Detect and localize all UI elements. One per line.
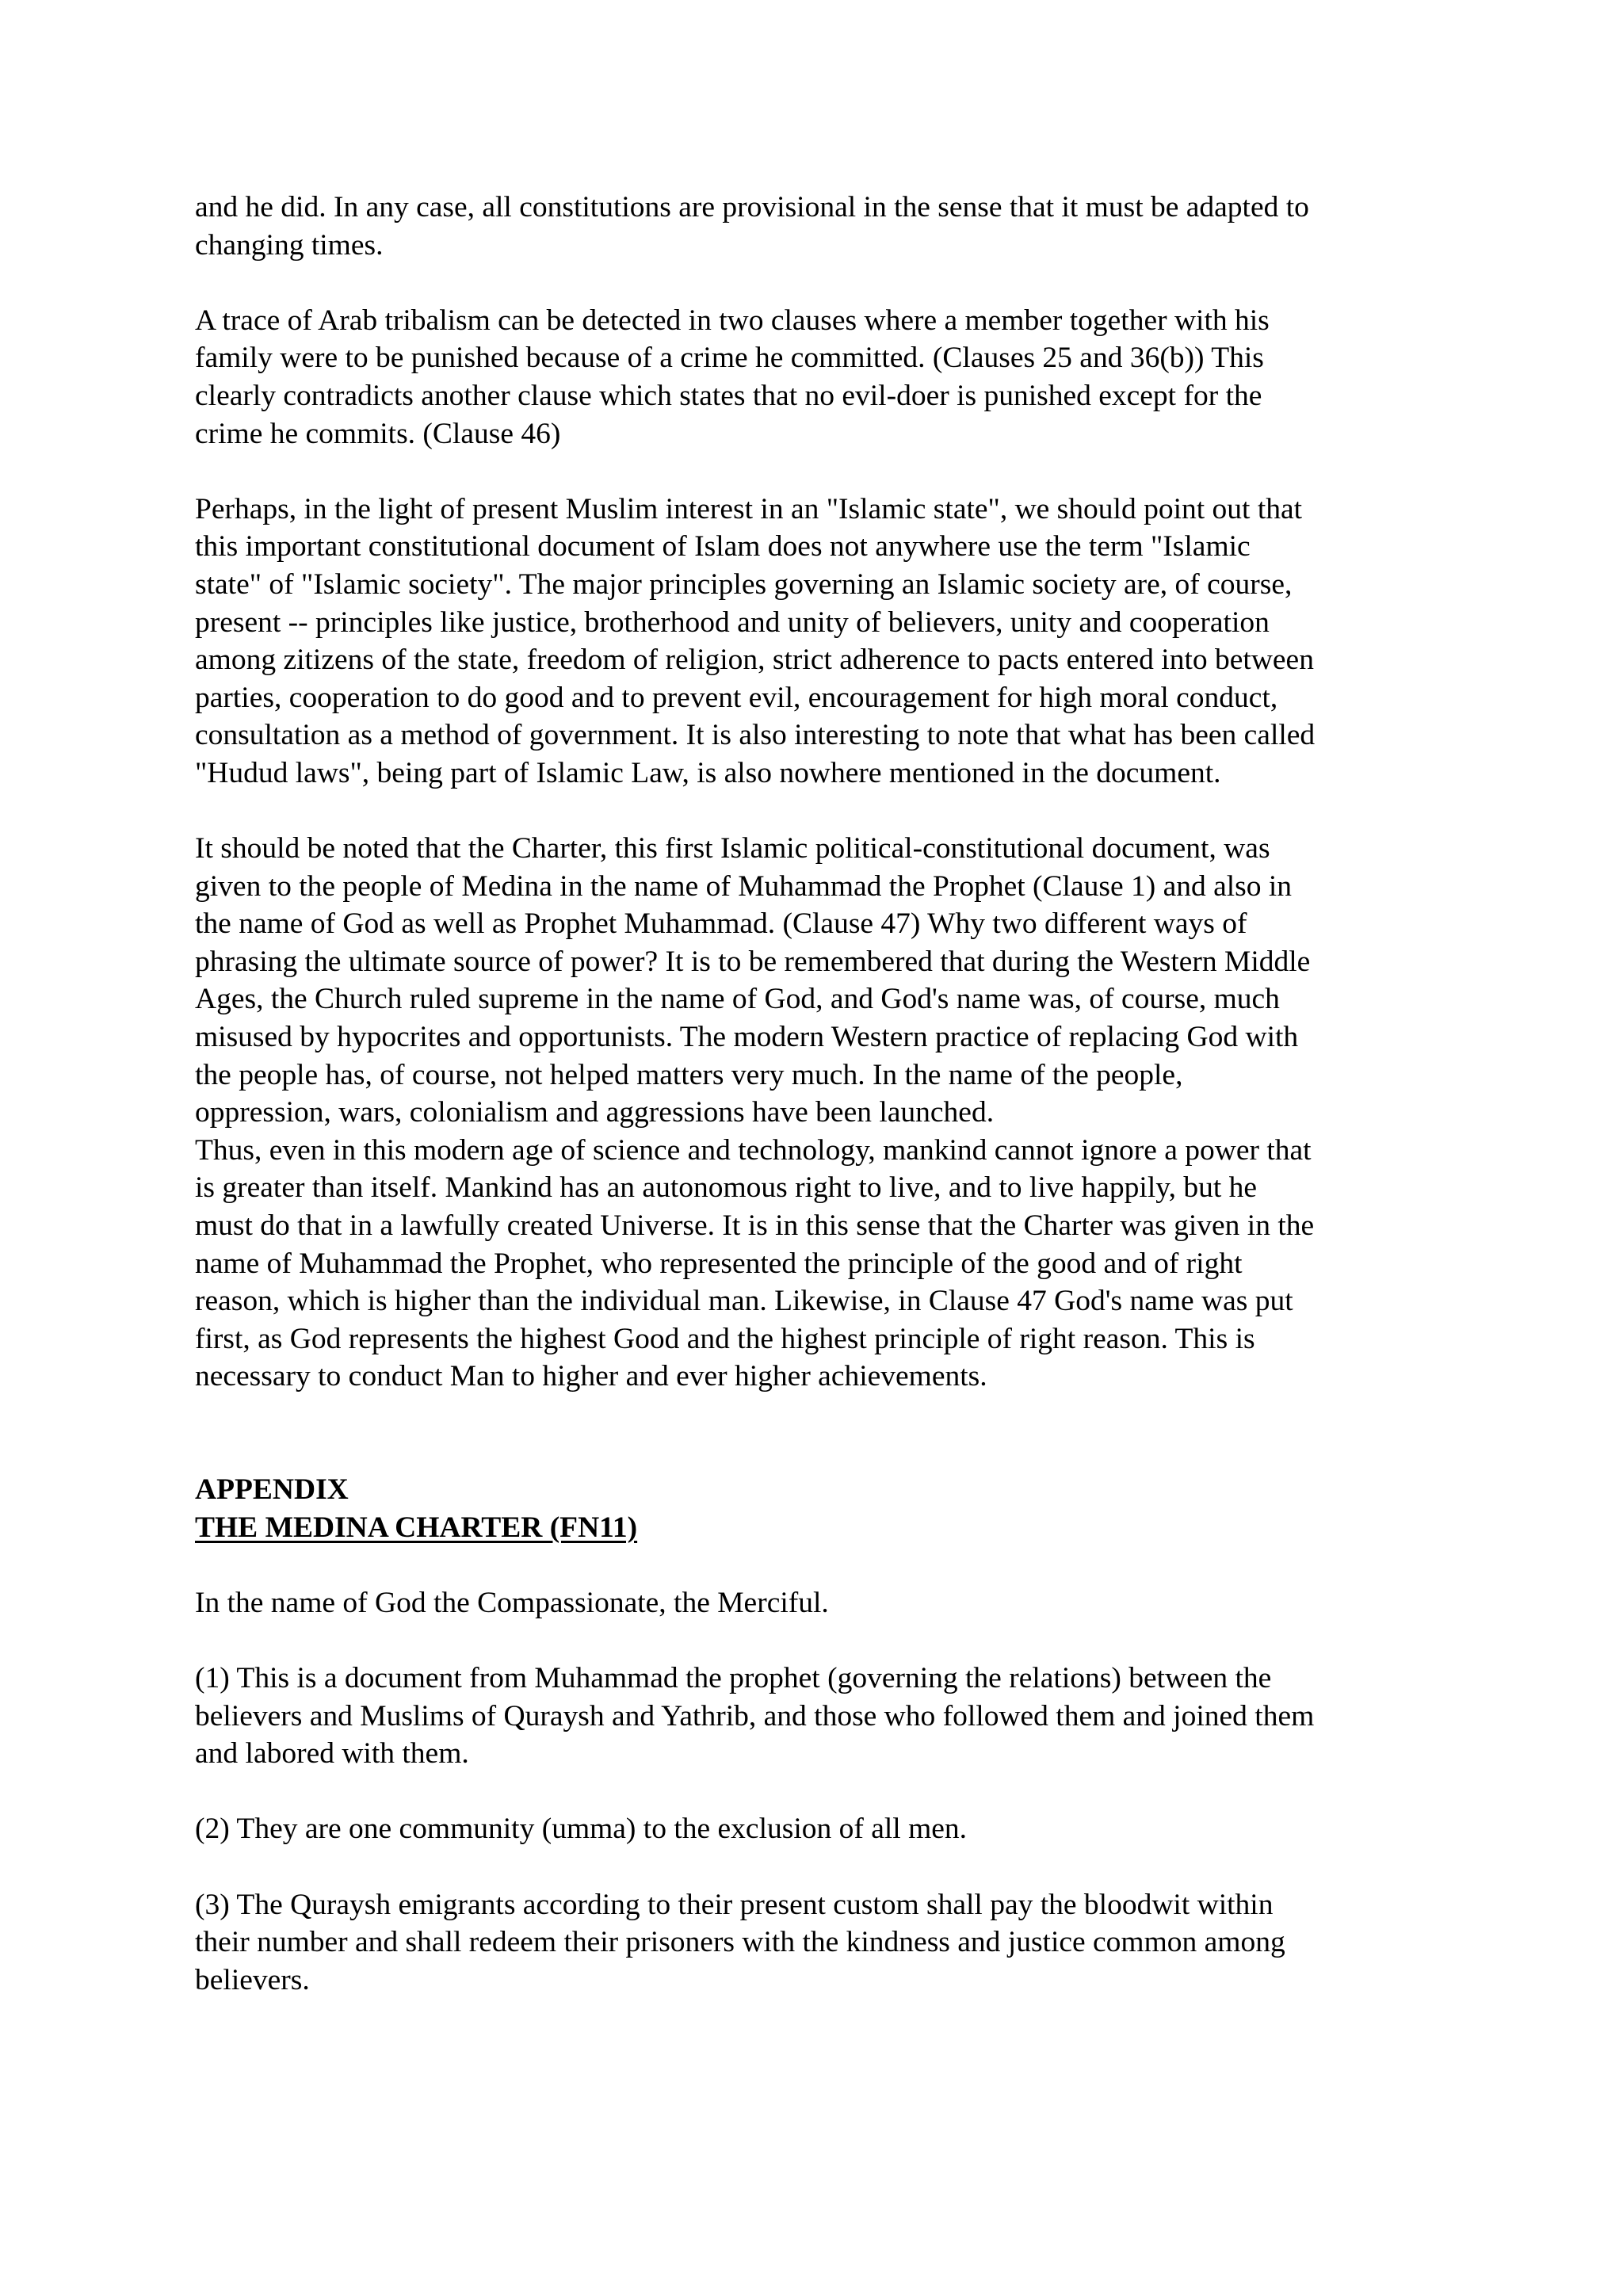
text-line: is greater than itself. Mankind has an autonomous right to live, and to live happily, but he (195, 1171, 1258, 1205)
document-page (195, 189, 1463, 2037)
text-line: this important constitutional document of Islam does not anywhere use the term "Islamic (195, 530, 1251, 563)
text-line: "Hudud laws", being part of Islamic Law, is also nowhere mentioned in the document. (195, 756, 1221, 789)
paragraph-constitutions (195, 189, 1463, 264)
charter-clause-1 (195, 1660, 1463, 1773)
text-line: In the name of God the Compassionate, the Merciful. (195, 1586, 829, 1619)
text-line: reason, which is higher than the individual man. Likewise, in Clause 47 God's name was put (195, 1285, 1293, 1318)
text-line: given to the people of Medina in the name of Muhammad the Prophet (Clause 1) and also in (195, 869, 1293, 903)
appendix-title: THE MEDINA CHARTER (FN11) (195, 1511, 638, 1544)
text-line: (1) This is a document from Muhammad the prophet (governing the relations) between the (195, 1661, 1272, 1694)
text-line: present -- principles like justice, brotherhood and unity of believers, unity and cooperation (195, 606, 1270, 639)
paragraph-tribalism (195, 302, 1463, 453)
paragraph-charter-source (195, 830, 1463, 1396)
text-line: the name of God as well as Prophet Muhammad. (Clause 47) Why two different ways of (195, 907, 1247, 941)
text-line: changing times. (195, 228, 384, 262)
text-line: (3) The Quraysh emigrants according to their present custom shall pay the bloodwit within (195, 1888, 1274, 1921)
text-line: Perhaps, in the light of present Muslim interest in an "Islamic state", we should point out that (195, 492, 1303, 525)
charter-invocation (195, 1584, 1463, 1622)
appendix-heading (195, 1471, 1463, 1546)
text-line: must do that in a lawfully created Universe. It is in this sense that the Charter was given in the (195, 1209, 1315, 1243)
text-line: phrasing the ultimate source of power? It is to be remembered that during the Western Middle (195, 945, 1311, 978)
text-line: name of Muhammad the Prophet, who represented the principle of the good and of right (195, 1247, 1243, 1280)
text-line: consultation as a method of government. It is also interesting to note that what has been called (195, 719, 1316, 752)
text-line: misused by hypocrites and opportunists. The modern Western practice of replacing God with (195, 1021, 1299, 1054)
text-line: Thus, even in this modern age of science and technology, mankind cannot ignore a power that (195, 1133, 1312, 1167)
text-line: believers and Muslims of Quraysh and Yathrib, and those who followed them and joined them (195, 1699, 1315, 1733)
text-line: and labored with them. (195, 1737, 469, 1771)
text-line: clearly contradicts another clause which states that no evil-doer is punished except for the (195, 379, 1262, 412)
text-line: oppression, wars, colonialism and aggressions have been launched. (195, 1096, 995, 1129)
paragraph-islamic-state (195, 491, 1463, 793)
text-line: family were to be punished because of a crime he committed. (Clauses 25 and 36(b)) This (195, 342, 1264, 375)
text-line: necessary to conduct Man to higher and ever higher achievements. (195, 1360, 987, 1393)
text-line: Ages, the Church ruled supreme in the name of God, and God's name was, of course, much (195, 983, 1280, 1016)
text-line: among zitizens of the state, freedom of religion, strict adherence to pacts entered into between (195, 644, 1314, 677)
text-line: believers. (195, 1963, 310, 1996)
text-line: state" of "Islamic society". The major principles governing an Islamic society are, of course, (195, 567, 1293, 601)
text-line: and he did. In any case, all constitutions are provisional in the sense that it must be adapted to (195, 191, 1309, 223)
text-line: crime he commits. (Clause 46) (195, 417, 561, 450)
text-line: their number and shall redeem their prisoners with the kindness and justice common among (195, 1926, 1285, 1959)
text-line: first, as God represents the highest Good and the highest principle of right reason. This is (195, 1322, 1255, 1355)
text-line: parties, cooperation to do good and to prevent evil, encouragement for high moral conduct, (195, 681, 1278, 714)
text-line: the people has, of course, not helped matters very much. In the name of the people, (195, 1058, 1183, 1091)
charter-clause-2 (195, 1810, 1463, 1848)
charter-clause-3 (195, 1886, 1463, 2000)
text-line: (2) They are one community (umma) to the exclusion of all men. (195, 1813, 968, 1846)
text-line: It should be noted that the Charter, this first Islamic political-constitutional document, was (195, 832, 1270, 865)
appendix-label: APPENDIX (195, 1473, 349, 1506)
text-line: A trace of Arab tribalism can be detected in two clauses where a member together with his (195, 304, 1270, 337)
